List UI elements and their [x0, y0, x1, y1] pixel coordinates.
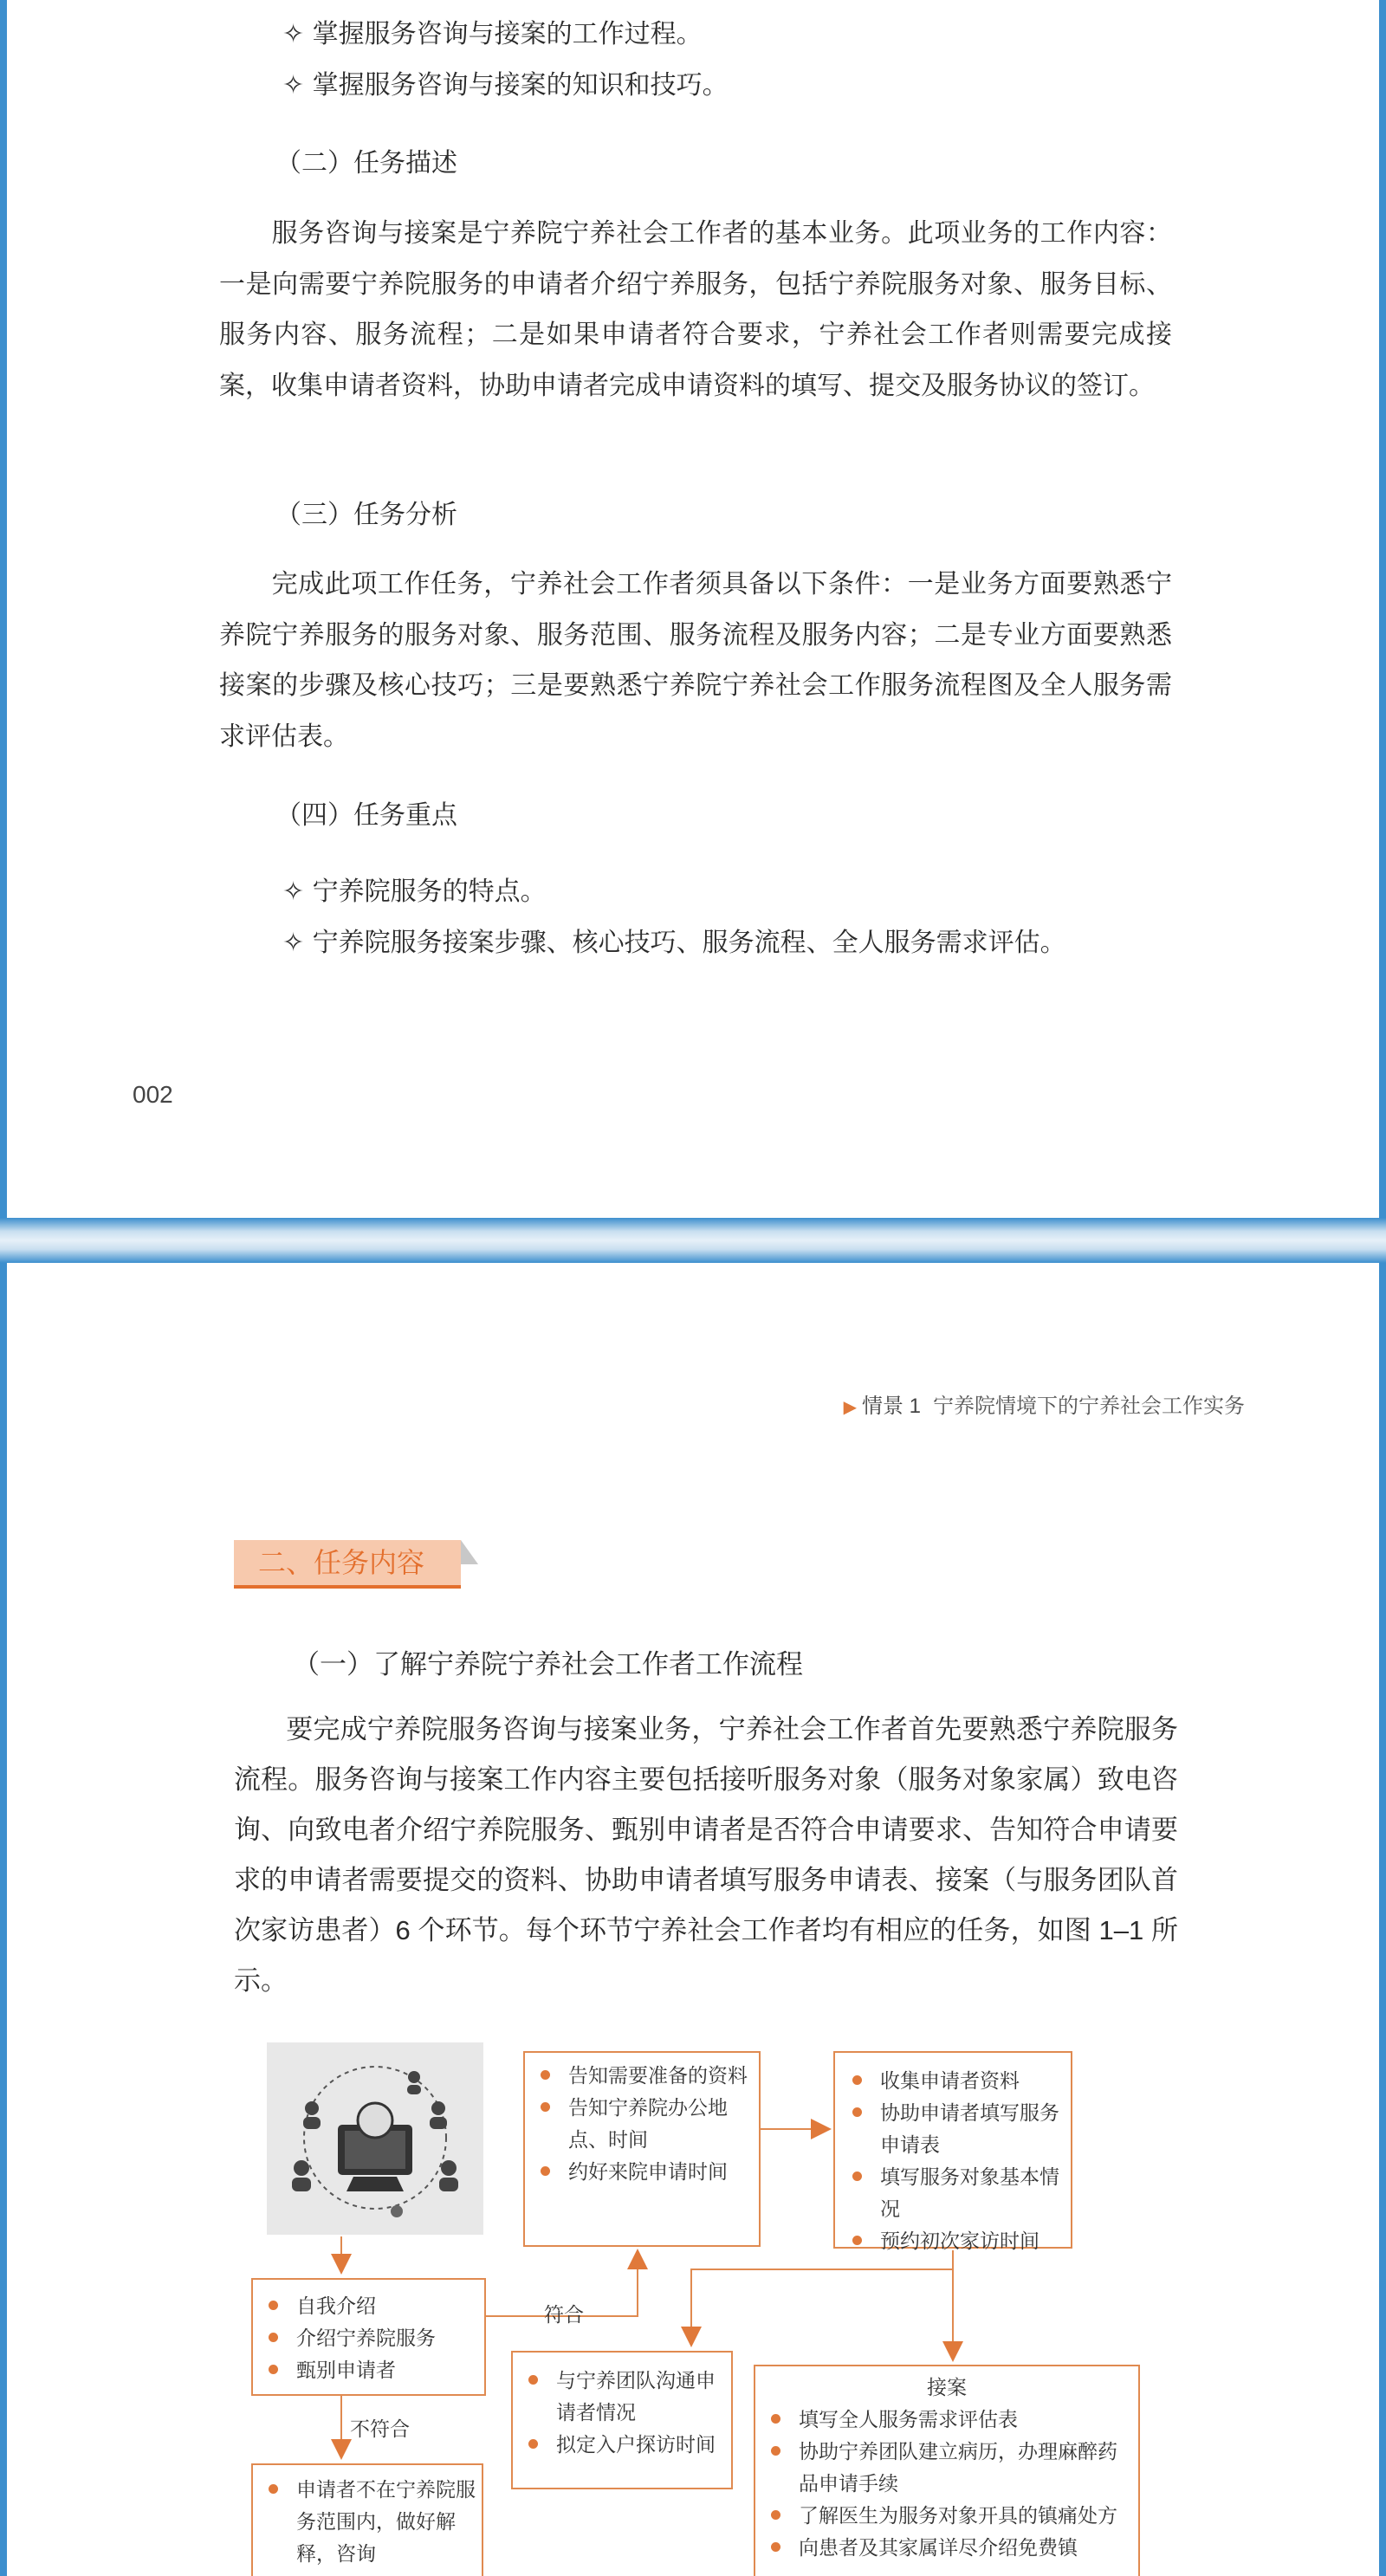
list-item: 自我介绍	[258, 2290, 479, 2322]
paragraph-task-analysis-text: 完成此项工作任务，宁养社会工作者须具备以下条件：一是业务方面要熟悉宁养院宁养服务的服务对象、服务范围、服务流程及服务内容；二是专业方面要熟悉接案的步骤及核心技巧；三是要熟悉宁养院宁养社会工作服务流程图及全人服务需求评估表。	[219, 569, 1172, 752]
paragraph-task-description	[219, 209, 1172, 411]
consultation-illustration	[267, 2042, 483, 2235]
box-accept-title: 接案	[927, 2376, 967, 2398]
document-page-1	[7, 0, 1379, 1218]
triangle-icon: ▶	[843, 1396, 857, 1417]
section-title-text: 二、任务内容	[258, 1547, 425, 1578]
page-separator	[0, 1218, 1386, 1263]
list-item: 告知需要准备的资料	[530, 2060, 754, 2092]
list-item: 申请者不在宁养院服务范围内，做好解释，咨询	[258, 2474, 476, 2570]
arrow-collect-to-team	[691, 2250, 953, 2344]
page-number: 002	[133, 1081, 173, 1108]
list-item: 协助申请者填写服务申请表	[842, 2097, 1064, 2161]
document-page-2	[7, 1263, 1379, 2576]
flowchart-figure	[7, 1263, 1379, 2576]
objective-bullet-2: ✧ 掌握服务咨询与接案的知识和技巧。	[282, 70, 729, 100]
list-item: 预约初次家访时间	[842, 2225, 1064, 2257]
focus-bullet-1: ✧ 宁养院服务的特点。	[282, 877, 547, 907]
list-item: 约好来院申请时间	[530, 2156, 754, 2188]
heading-task-description: （二）任务描述	[275, 148, 457, 178]
list-item: 填写全人服务需求评估表	[761, 2404, 1133, 2436]
label-eligible: 符合	[544, 2303, 584, 2326]
headset-operator-icon	[267, 2042, 483, 2235]
list-item: 填写服务对象基本情况	[842, 2161, 1064, 2225]
box-collect-materials	[833, 2051, 1072, 2252]
box-notify-applicant	[523, 2051, 761, 2247]
focus-bullet-2: ✧ 宁养院服务接案步骤、核心技巧、服务流程、全人服务需求评估。	[282, 928, 1066, 958]
paragraph-task-analysis	[219, 560, 1172, 762]
list-item: 向患者及其家属详尽介绍免费镇	[761, 2532, 1133, 2564]
list-item: 甄别申请者	[258, 2354, 479, 2386]
paragraph-task-description-text: 服务咨询与接案是宁养院宁养社会工作者的基本业务。此项业务的工作内容：一是向需要宁养院服务的申请者介绍宁养服务，包括宁养院服务对象、服务目标、服务内容、服务流程；二是如果申请者符合要求，宁养社会工作者则需要完成接案，收集申请者资料，协助申请者完成申请资料的填写、提交及服务协议的签订。	[219, 218, 1172, 401]
heading-task-focus: （四）任务重点	[275, 800, 457, 831]
box-team-communication	[511, 2351, 733, 2489]
label-ineligible: 不符合	[350, 2417, 410, 2440]
list-item: 告知宁养院办公地点、时间	[530, 2092, 754, 2156]
list-item: 了解医生为服务对象开具的镇痛处方	[761, 2500, 1133, 2532]
box-introduction	[251, 2278, 486, 2396]
box-reject-explanation	[251, 2463, 483, 2576]
list-item: 协助宁养团队建立病历，办理麻醉药品申请手续	[761, 2436, 1133, 2500]
box-accept-case	[754, 2365, 1140, 2576]
objective-bullet-1: ✧ 掌握服务咨询与接案的工作过程。	[282, 19, 703, 49]
running-head-title: 宁养院情境下的宁养社会工作实务	[933, 1394, 1245, 1418]
running-head-scene: 情景 1	[861, 1395, 921, 1418]
subsection-heading: （一）了解宁养院宁养社会工作者工作流程	[293, 1649, 803, 1680]
list-item: 与宁养团队沟通申请者情况	[518, 2365, 726, 2429]
section-paragraph-text: 要完成宁养院服务咨询与接案业务，宁养社会工作者首先要熟悉宁养院服务流程。服务咨询与接案工作内容主要包括接听服务对象（服务对象家属）致电咨询、向致电者介绍宁养院服务、甄别申请者是否符合申请要求、告知符合申请要求的申请者需要提交的资料、协助申请者填写服务申请表、接案（与服务团队首次家访患者）6 个环节。每个环节宁养社会工作者均有相应的任务，如图 1–1 所示。	[234, 1714, 1178, 1996]
heading-task-analysis: （三）任务分析	[275, 500, 457, 530]
list-item: 拟定入户探访时间	[518, 2429, 726, 2461]
list-item: 收集申请者资料	[842, 2065, 1064, 2097]
list-item: 介绍宁养院服务	[258, 2322, 479, 2354]
